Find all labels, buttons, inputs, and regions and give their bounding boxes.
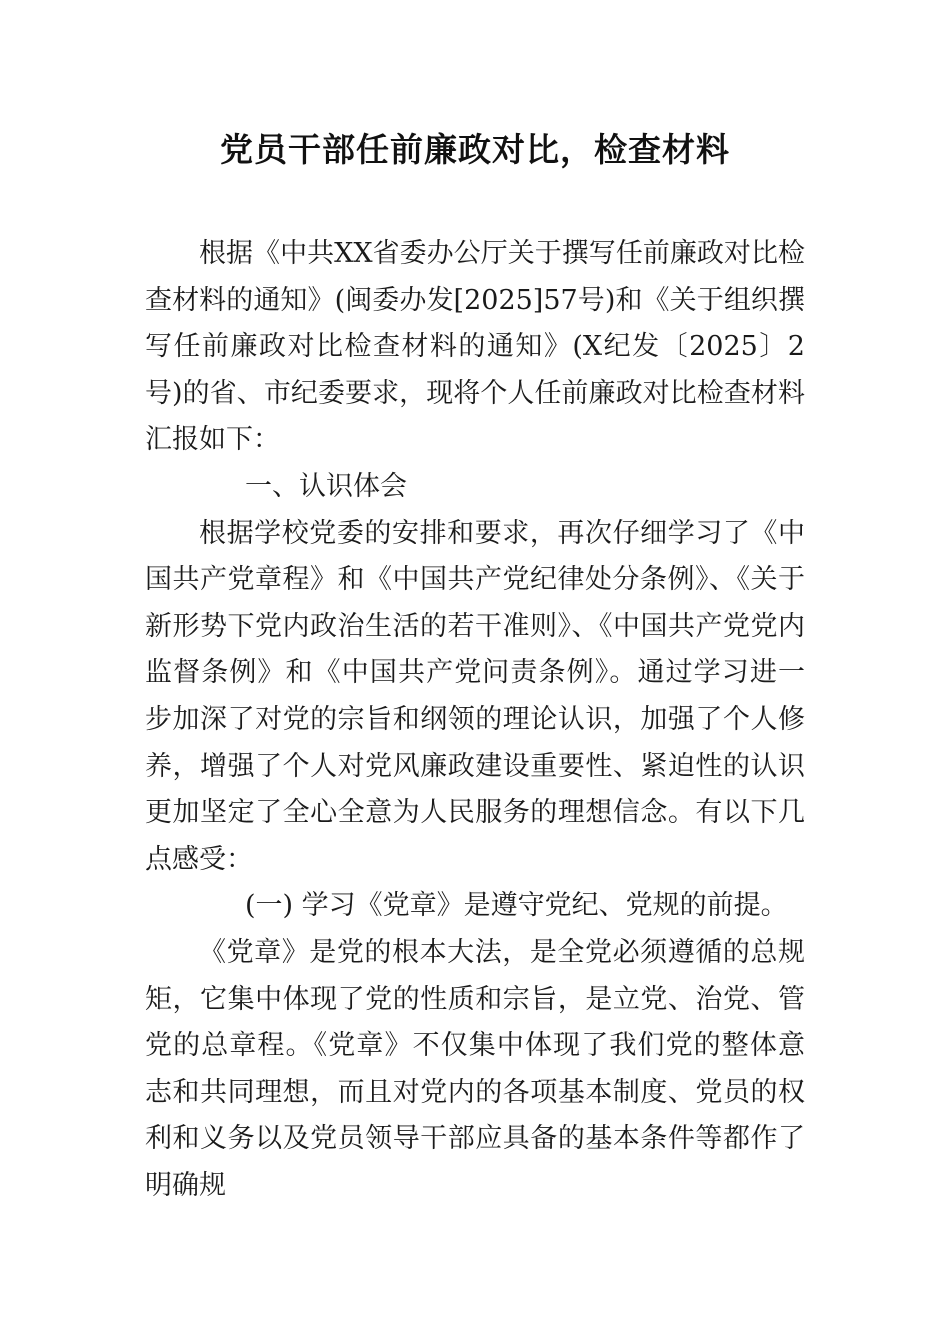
document-title: 党员干部任前廉政对比，检查材料 bbox=[220, 130, 730, 169]
subsection-1-paragraph: 《党章》是党的根本大法，是全党必须遵循的总规矩，它集中体现了党的性质和宗旨，是立党、治党、管党的总章程。《党章》不仅集中体现了我们党的整体意志和共同理想，而且对党内的各项基本制度、党员的权利和义务以及党员领导干部应具备的基本条件等都作了明确规 bbox=[145, 936, 805, 1201]
intro-paragraph: 根据《中共XX省委办公厅关于撰写任前廉政对比检查材料的通知》(闽委办发[2025]57号)和《关于组织撰写任前廉政对比检查材料的通知》(X纪发〔2025〕2号)的省、市纪委要求，现将个人任前廉政对比检查材料汇报如下： bbox=[145, 238, 805, 456]
document-body bbox=[145, 231, 805, 1209]
section-heading-1: 一、认识体会 bbox=[245, 470, 407, 502]
subsection-heading-1: (一) 学习《党章》是遵守党纪、党规的前提。 bbox=[245, 890, 788, 922]
section-1-paragraph: 根据学校党委的安排和要求，再次仔细学习了《中国共产党章程》和《中国共产党纪律处分条例》、《关于新形势下党内政治生活的若干准则》、《中国共产党党内监督条例》和《中国共产党问责条例》。通过学习进一步加深了对党的宗旨和纲领的理论认识，加强了个人修养，增强了个人对党风廉政建设重要性、紧迫性的认识更加坚定了全心全意为人民服务的理想信念。有以下几点感受： bbox=[145, 517, 805, 875]
